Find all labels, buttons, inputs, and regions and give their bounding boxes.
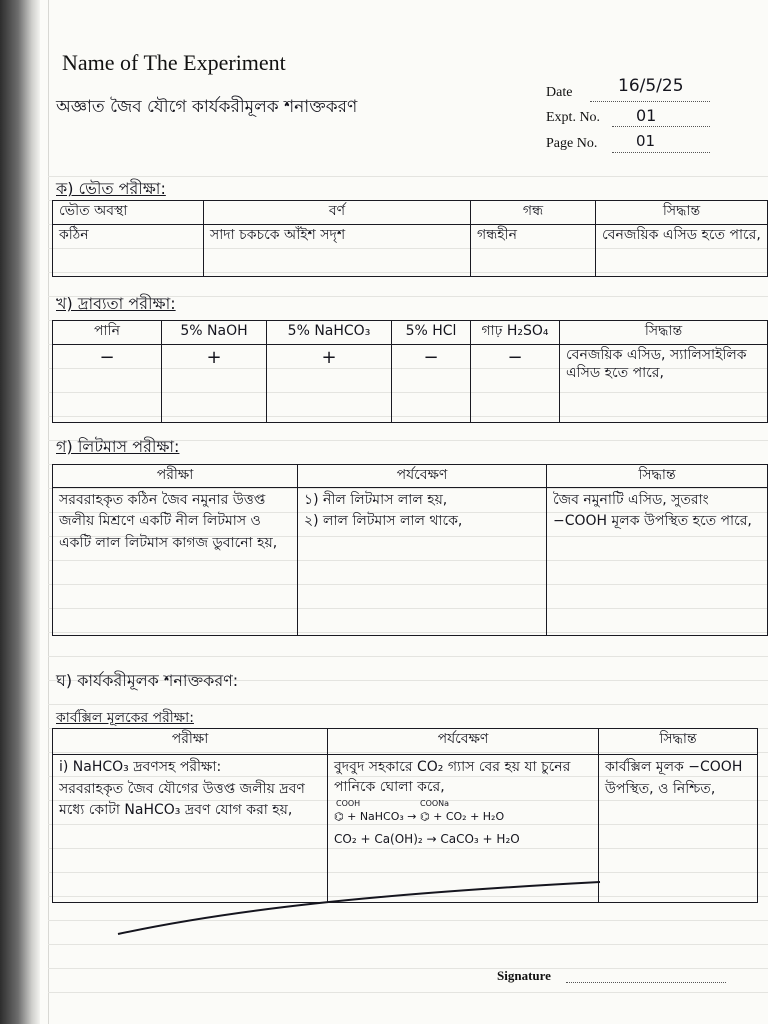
- cell-decision: কার্বক্সিল মূলক −COOH উপস্থিত, ও নিশ্চিত,: [599, 755, 758, 903]
- date-label: Date: [546, 85, 573, 100]
- header-cell: 5% NaHCO₃: [267, 321, 392, 345]
- header-cell: সিদ্ধান্ত: [560, 321, 768, 345]
- litmus-test-table: [52, 464, 768, 636]
- cell-test: সরবরাহকৃত কঠিন জৈব নমুনার উত্তপ্ত জলীয় মিশ্রণে একটি নীল লিটমাস ও একটি লাল লিটমাস কাগজ ডুবানো হয়,: [53, 487, 298, 635]
- header-cell: পরীক্ষা: [53, 465, 298, 488]
- cell-decision: বেনজয়িক এসিড, স্যালিসাইলিক এসিড হতে পারে,: [560, 345, 768, 423]
- equation-2: CO₂ + Ca(OH)₂ → CaCO₃ + H₂O: [334, 831, 520, 846]
- observation-line: ২) লাল লিটমাস লাল থাকে,: [304, 513, 463, 530]
- header-cell: পরীক্ষা: [53, 729, 328, 755]
- page-no-label: Page No.: [546, 136, 598, 151]
- header-cell: ভৌত অবস্থা: [53, 201, 204, 225]
- cell-observations: [298, 487, 547, 635]
- date-value: 16/5/25: [618, 76, 684, 96]
- cell-naoh: +: [162, 345, 267, 423]
- ruled-line: [48, 968, 768, 969]
- cell-h2so4: −: [471, 345, 560, 423]
- ruled-line: [48, 944, 768, 945]
- functional-group-heading: ঘ) কার্যকরীমূলক শনাক্তকরণ:: [56, 671, 239, 690]
- closing-pen-stroke: [110, 880, 610, 940]
- cell-decision: জৈব নমুনাটি এসিড, সুতরাং −COOH মূলক উপস্থিত হতে পারে,: [547, 487, 768, 635]
- signature-line: [566, 982, 726, 983]
- header-cell: পর্যবেক্ষণ: [328, 729, 599, 755]
- cell-state: কঠিন: [53, 225, 204, 277]
- eq-coona-label: COONa: [420, 798, 450, 808]
- header-cell: সিদ্ধান্ত: [599, 729, 758, 755]
- expt-no-value: 01: [636, 106, 657, 125]
- cell-hcl: −: [392, 345, 471, 423]
- cell-nahco3: +: [267, 345, 392, 423]
- solubility-test-heading: খ) দ্রাব্যতা পরীক্ষা:: [56, 294, 176, 313]
- header-cell: গন্ধ: [471, 201, 596, 225]
- eq-cooh-label: COOH: [336, 798, 361, 808]
- observation-line: ১) নীল লিটমাস লাল হয়,: [304, 491, 448, 508]
- header-cell: পর্যবেক্ষণ: [298, 465, 547, 488]
- cell-color: সাদা চকচকে আঁইশ সদৃশ: [204, 225, 471, 277]
- reaction-equations: [334, 800, 592, 852]
- ruled-line: [48, 992, 768, 993]
- cell-water: −: [53, 345, 162, 423]
- experiment-title-label: Name of The Experiment: [62, 50, 286, 75]
- test-body: সরবরাহকৃত জৈব যৌগের উত্তপ্ত জলীয় দ্রবণ মধ্যে কোটা NaHCO₃ দ্রবণ যোগ করা হয়,: [59, 780, 305, 819]
- header-cell: সিদ্ধান্ত: [547, 465, 768, 488]
- header-cell: সিদ্ধান্ত: [596, 201, 768, 225]
- page-no-value: 01: [636, 132, 656, 150]
- notebook-spine: [0, 0, 40, 1024]
- header-cell: গাঢ় H₂SO₄: [471, 321, 560, 345]
- litmus-test-heading: গ) লিটমাস পরীক্ষা:: [56, 437, 180, 456]
- signature-label: Signature: [497, 968, 551, 983]
- header-cell: বর্ণ: [204, 201, 471, 225]
- experiment-name: অজ্ঞাত জৈব যৌগে কার্যকরীমূলক শনাক্তকরণ: [56, 97, 358, 117]
- header-cell: 5% HCl: [392, 321, 471, 345]
- expt-no-label: Expt. No.: [546, 110, 601, 125]
- header-cell: 5% NaOH: [162, 321, 267, 345]
- physical-test-table: [52, 200, 768, 277]
- physical-test-heading: ক) ভৌত পরীক্ষা:: [56, 179, 166, 198]
- observation-text: বুদবুদ সহকারে CO₂ গ্যাস বের হয় যা চুনের পানিকে ঘোলা করে,: [334, 759, 571, 796]
- ruled-line: [48, 656, 768, 657]
- carboxyl-test-table: [52, 728, 758, 903]
- solubility-test-table: [52, 320, 768, 423]
- test-title: i) NaHCO₃ দ্রবণসহ পরীক্ষা:: [59, 759, 222, 775]
- cell-decision: বেনজয়িক এসিড হতে পারে,: [596, 225, 768, 277]
- header-cell: পানি: [53, 321, 162, 345]
- equation-1: ⌬ + NaHCO₃ → ⌬ + CO₂ + H₂O: [334, 809, 505, 823]
- ruled-line: [48, 704, 768, 705]
- cell-odor: গন্ধহীন: [471, 225, 596, 277]
- carboxyl-test-subheading: কার্বক্সিল মূলকের পরীক্ষা:: [56, 710, 194, 726]
